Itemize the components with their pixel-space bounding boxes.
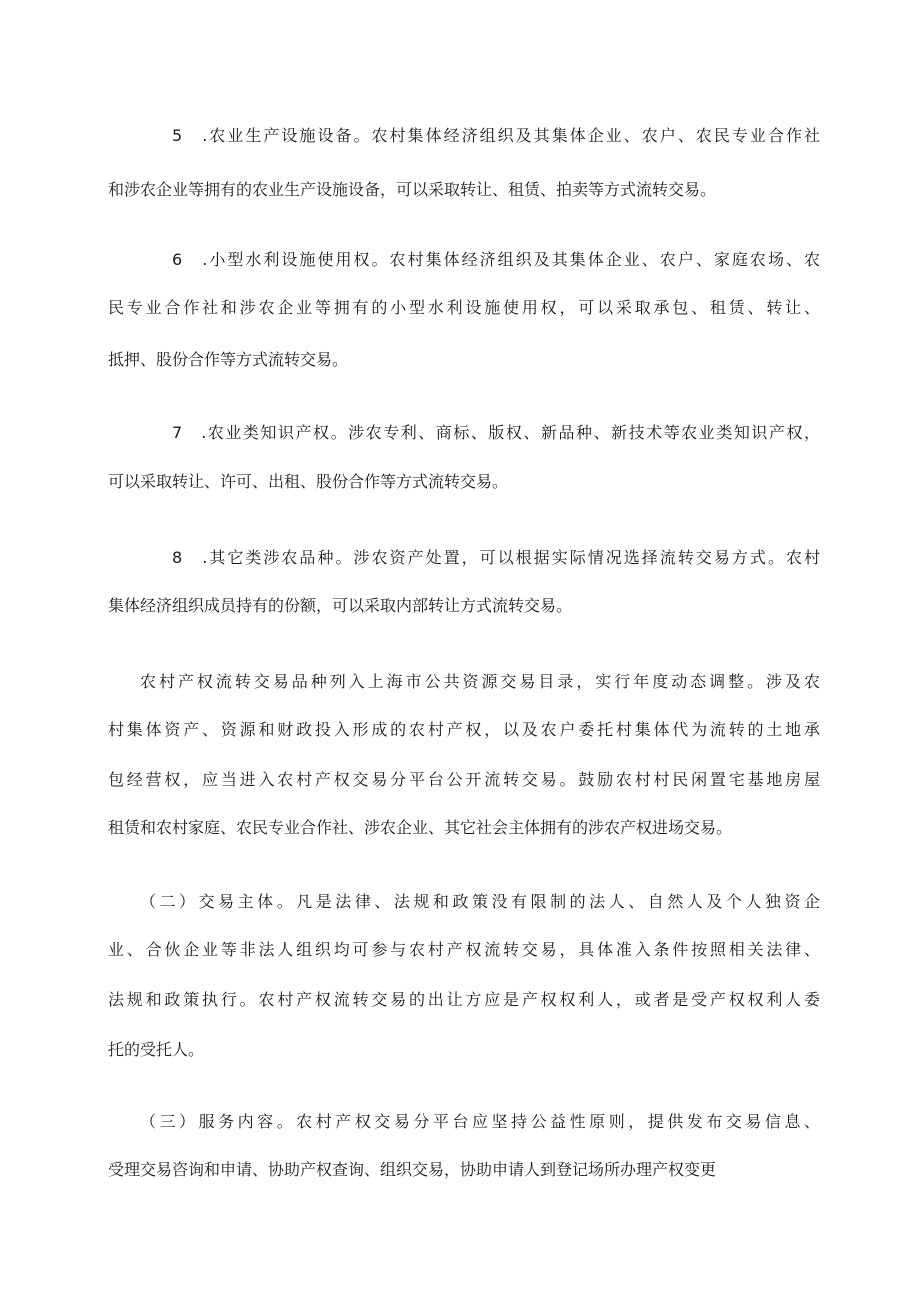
paragraph-2-line-3: 抵押、股份合作等方式流转交易。 [108,350,349,369]
paragraph-6-line-2: 业、合伙企业等非法人组织均可参与农村产权流转交易，具体准入条件按照相关法律、 [108,940,820,959]
paragraph-7-line-1: （三）服务内容。农村产权交易分平台应坚持公益性原则，提供发布交易信息、 [140,1112,820,1131]
paragraph-4-line-1: 8 .其它类涉农品种。涉农资产处置，可以根据实际情况选择流转交易方式。农村 [172,548,820,567]
paragraph-1-line-1: 5 .农业生产设施设备。农村集体经济组织及其集体企业、农户、农民专业合作社 [172,126,820,145]
paragraph-3-line-2: 可以采取转让、许可、出租、股份合作等方式流转交易。 [108,472,509,491]
paragraph-5-line-3: 包经营权，应当进入农村产权交易分平台公开流转交易。鼓励农村村民闲置宅基地房屋 [108,770,820,789]
paragraph-1-line-2: 和涉农企业等拥有的农业生产设施设备，可以采取转让、租赁、拍卖等方式流转交易。 [108,180,717,199]
paragraph-6-line-4: 托的受托人。 [108,1040,205,1059]
paragraph-6-line-1: （二）交易主体。凡是法律、法规和政策没有限制的法人、自然人及个人独资企 [140,892,820,911]
paragraph-2-line-2: 民专业合作社和涉农企业等拥有的小型水利设施使用权，可以采取承包、租赁、转让、 [108,298,820,317]
paragraph-7-line-2: 受理交易咨询和申请、协助产权查询、组织交易，协助申请人到登记场所办理产权变更 [108,1160,717,1179]
paragraph-4-line-2: 集体经济组织成员持有的份额，可以采取内部转让方式流转交易。 [108,596,573,615]
paragraph-5-line-4: 租赁和农村家庭、农民专业合作社、涉农企业、其它社会主体拥有的涉农产权进场交易。 [108,818,733,837]
paragraph-5-line-2: 村集体资产、资源和财政投入形成的农村产权，以及农户委托村集体代为流转的土地承 [108,720,820,739]
paragraph-5-line-1: 农村产权流转交易品种列入上海市公共资源交易目录，实行年度动态调整。涉及农 [140,672,820,691]
paragraph-3-line-1: 7 .农业类知识产权。涉农专利、商标、版权、新品种、新技术等农业类知识产权， [172,423,820,442]
paragraph-6-line-3: 法规和政策执行。农村产权流转交易的出让方应是产权权利人，或者是受产权权利人委 [108,990,820,1009]
paragraph-2-line-1: 6 .小型水利设施使用权。农村集体经济组织及其集体企业、农户、家庭农场、农 [172,250,820,269]
